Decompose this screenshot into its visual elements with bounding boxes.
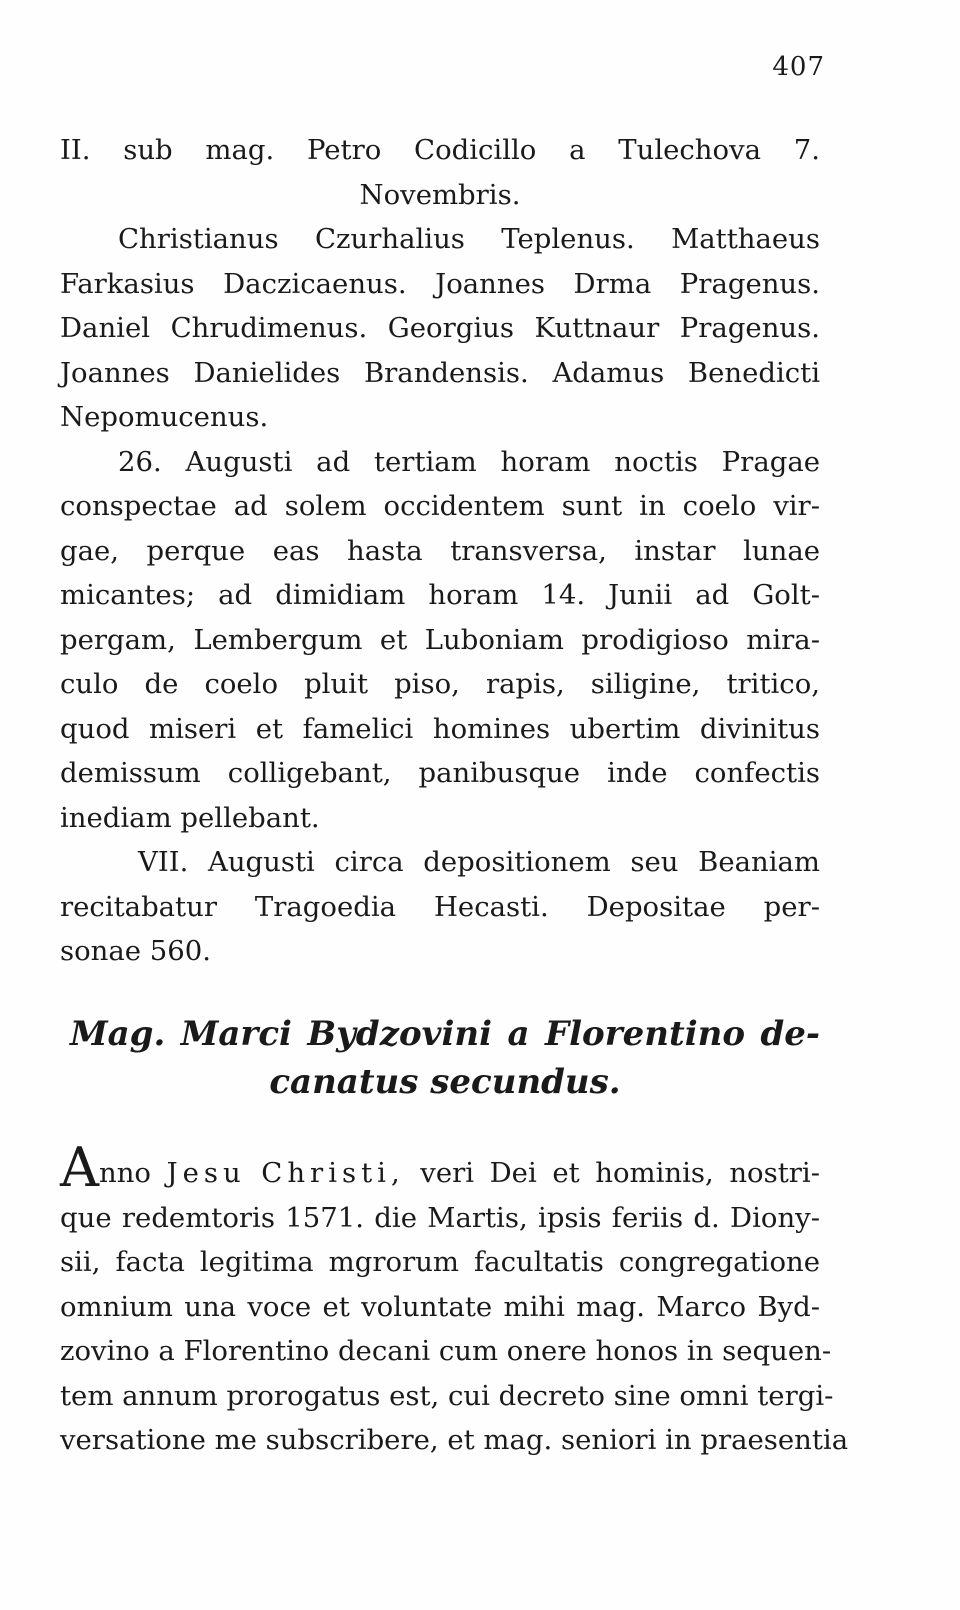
drop-cap: A xyxy=(60,1136,99,1199)
page-number: 407 xyxy=(772,52,825,82)
text-line: zovino a Florentino decani cum onere honos in sequen- xyxy=(60,1335,832,1367)
text-line: Novembris. xyxy=(359,178,521,211)
text-line: Joannes Danielides Brandensis. Adamus Benedicti xyxy=(60,356,820,389)
text-line: quod miseri et famelici homines ubertim divinitus xyxy=(60,712,820,745)
text-line: gae, perque eas hasta transversa, instar lunae xyxy=(60,534,820,567)
text-line: pergam, Lembergum et Luboniam prodigioso mira- xyxy=(60,623,820,656)
text-line: tem annum prorogatus est, cui decreto sine omni tergi- xyxy=(60,1379,834,1412)
text-line: culo de coelo pluit piso, rapis, siligine, tritico, xyxy=(60,668,820,700)
text-line: Nepomucenus. xyxy=(60,401,269,433)
word: nno xyxy=(99,1157,151,1189)
text-line: conspectae ad solem occidentem sunt in coelo vir- xyxy=(60,490,820,522)
text-line: recitabatur Tragoedia Hecasti. Depositae per- xyxy=(60,890,820,923)
spaced-word: Christi, xyxy=(261,1157,405,1189)
text-line: 26. Augusti ad tertiam horam noctis Pragae xyxy=(118,445,820,478)
text-line: micantes; ad dimidiam horam 14. Junii ad Golt- xyxy=(60,579,820,611)
section-heading xyxy=(70,1010,820,1106)
text-line: VII. Augusti circa depositionem seu Beaniam xyxy=(138,846,820,878)
text-line: II. sub mag. Petro Codicillo a Tulechova 7. xyxy=(60,134,820,166)
record-section xyxy=(60,128,820,974)
text-line: que redemtoris 1571. die Martis, ipsis feriis d. Diony- xyxy=(60,1201,820,1234)
spaced-word: Jesu xyxy=(166,1157,246,1189)
text-line: sii, facta legitima mgrorum facultatis congregatione xyxy=(60,1246,820,1278)
heading-line: canatus secundus. xyxy=(269,1062,621,1102)
text-fragment: veri Dei et hominis, nostri- xyxy=(420,1157,820,1189)
text-line xyxy=(60,1136,820,1199)
text-line: Farkasius Daczicaenus. Joannes Drma Pragenus. xyxy=(60,267,820,300)
text-line: Christianus Czurhalius Teplenus. Matthaeus xyxy=(118,223,820,255)
decanate-section xyxy=(60,1136,849,1463)
text-line: demissum colligebant, panibusque inde confectis xyxy=(60,757,820,789)
text-line: sonae 560. xyxy=(60,935,212,967)
text-line: Daniel Chrudimenus. Georgius Kuttnaur Pragenus. xyxy=(60,312,820,344)
text-line: omnium una voce et voluntate mihi mag. Marco Byd- xyxy=(60,1290,820,1323)
heading-line: Mag. Marci Bydzovini a Florentino de- xyxy=(70,1014,820,1054)
text-line: versatione me subscribere, et mag. seniori in praesentia xyxy=(60,1424,849,1456)
text-line: inediam pellebant. xyxy=(60,801,320,834)
